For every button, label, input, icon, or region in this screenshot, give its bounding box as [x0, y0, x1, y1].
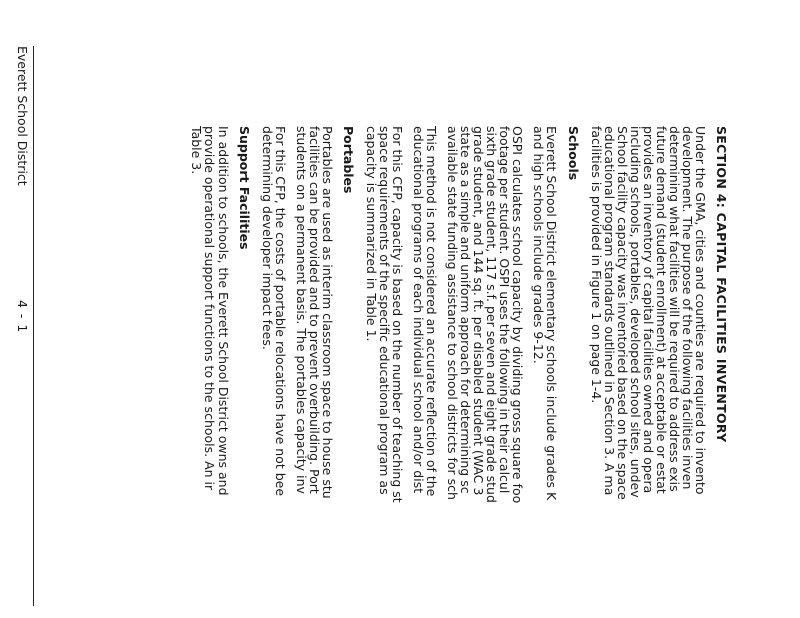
text-line: capacity is summarized in Table 1.	[363, 126, 379, 342]
text-line: space requirements of the specific educational program as	[376, 126, 392, 495]
portables-heading: Portables	[340, 126, 356, 194]
text-line: sixth grade student, 117 s.f. per seven and eight grade stud	[484, 126, 500, 503]
schools-paragraph-method	[412, 126, 438, 618]
footer-district-name: Everett School District	[15, 46, 30, 186]
text-line: For this CFP, capacity is based on the number of teaching st	[390, 126, 406, 503]
text-line: grade student, and 144 sq. ft. per disabled student (WAC 3	[471, 126, 487, 496]
text-line: students on a permanent basis. The portables capacity inv	[293, 126, 309, 494]
portables-paragraph-costs	[261, 126, 287, 618]
text-line: educational program standards outlined in Section 3. A ma	[601, 126, 617, 496]
text-line: This method is not considered an accurate reflection of the	[424, 126, 440, 497]
schools-paragraph-ospi	[446, 126, 524, 618]
text-line: educational programs of each individual school and/or dist	[411, 126, 427, 494]
text-line: footage per student. OSPI uses the following in their calcul	[497, 126, 513, 494]
section-title: SECTION 4: CAPITAL FACILITIES INVENTORY	[714, 126, 729, 443]
text-line: facilities can be provided and to prevent overbuilding. Port	[306, 126, 322, 494]
footer-rule	[33, 46, 34, 606]
support-facilities-paragraph	[190, 126, 229, 618]
text-line: and high schools include grades 9-12.	[531, 126, 547, 364]
text-line: Under the GMA, cities and counties are required to invento	[692, 126, 708, 495]
text-line: determining what facilities will be required to address exis	[666, 126, 682, 492]
text-line: Everett School District elementary schools include grades K	[544, 126, 560, 501]
text-line: including schools, portables, developed school sites, undev	[627, 126, 643, 498]
text-line: provide operational support functions to the schools. An ir	[202, 126, 218, 491]
document-body	[182, 126, 728, 618]
text-line: Table 3.	[189, 126, 205, 175]
text-line: facilities is provided in Figure 1 on page 1-4.	[588, 126, 604, 404]
text-line: School facility capacity was inventoried based on the space	[614, 126, 630, 500]
portables-paragraph-interim	[295, 126, 334, 618]
schools-paragraph-grades	[532, 126, 558, 618]
schools-heading: Schools	[565, 126, 581, 181]
footer-page-number: 4 - 1	[15, 300, 30, 334]
text-line: future demand (student enrollment) at acceptable or estat	[653, 126, 669, 494]
text-line: OSPI calculates school capacity by dividing gross square foo	[510, 126, 526, 504]
text-line: state as a simple and uniform approach for determining sc	[458, 126, 474, 494]
intro-paragraph	[590, 126, 707, 618]
schools-paragraph-capacity	[365, 126, 404, 618]
text-line: determining developer impact fees.	[259, 126, 275, 350]
text-line: available state funding assistance to school districts for sch	[445, 126, 461, 500]
text-line: For this CFP, the costs of portable relocations have not bee	[272, 126, 288, 497]
text-line: Portables are used as interim classroom space to house stu	[319, 126, 335, 499]
support-facilities-heading: Support Facilities	[236, 126, 252, 250]
text-line: In addition to schools, the Everett School District owns and	[215, 126, 231, 496]
text-line: development. The purpose of the following facilities inven	[679, 126, 695, 490]
text-line: provides an inventory of capital facilities owned and opera	[640, 126, 656, 494]
